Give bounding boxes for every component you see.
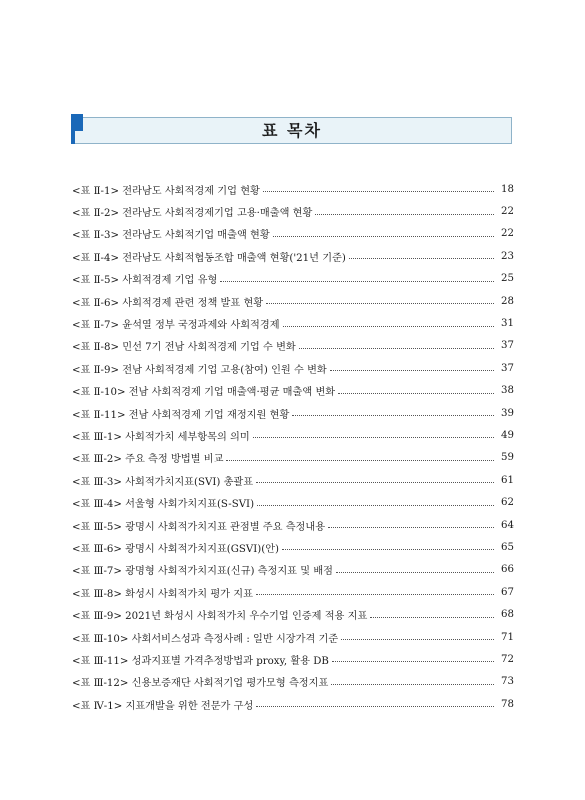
toc-entry-label: <표 Ⅱ-3> 전라남도 사회적기업 매출액 현황 [72, 230, 270, 242]
toc-entry-label: <표 Ⅱ-2> 전라남도 사회적경제기업 고용·매출액 현황 [72, 208, 313, 220]
toc-entry-label: <표 Ⅲ-7> 광명형 사회적가치지표(신규) 측정지표 및 배점 [72, 566, 334, 578]
toc-leader-dots [263, 190, 494, 192]
toc-leader-dots [315, 213, 494, 215]
toc-leader-dots [282, 548, 494, 550]
toc-entry-label: <표 Ⅳ-1> 지표개발을 위한 전문가 구성 [72, 700, 254, 712]
toc-entry[interactable] [72, 626, 514, 648]
toc-entry-label: <표 Ⅱ-8> 민선 7기 전남 사회적경제 기업 수 변화 [72, 342, 296, 354]
toc-entry-page: 18 [501, 183, 514, 195]
toc-entry[interactable] [72, 312, 514, 334]
toc-leader-dots [370, 616, 494, 618]
toc-entry-label: <표 Ⅲ-9> 2021년 화성시 사회적가치 우수기업 인증제 적용 지표 [72, 611, 368, 623]
toc-entry[interactable] [72, 290, 514, 312]
toc-entry-page: 39 [501, 407, 514, 419]
toc-entry-label: <표 Ⅲ-10> 사회서비스성과 측정사례 : 일반 시장가격 기준 [72, 633, 339, 645]
toc-entry[interactable] [72, 671, 514, 693]
toc-entry-page: 37 [501, 340, 514, 352]
toc-entry-label: <표 Ⅱ-4> 전라남도 사회적협동조합 매출액 현황('21년 기준) [72, 252, 346, 264]
toc-entry-page: 61 [501, 474, 514, 486]
toc-entry-page: 71 [501, 631, 514, 643]
toc-leader-dots [332, 660, 494, 662]
toc-entry-page: 22 [501, 228, 514, 240]
toc-entry-page: 22 [501, 206, 514, 218]
toc-entry[interactable] [72, 447, 514, 469]
toc-entry-page: 59 [501, 452, 514, 464]
toc-leader-dots [330, 369, 494, 371]
toc-leader-dots [253, 436, 494, 438]
toc-entry[interactable] [72, 223, 514, 245]
toc-entry[interactable] [72, 335, 514, 357]
toc-entry-label: <표 Ⅲ-12> 신용보증재단 사회적기업 평가모형 측정지표 [72, 678, 329, 690]
toc-entry[interactable] [72, 693, 514, 715]
toc-leader-dots [226, 459, 494, 461]
toc-entry-label: <표 Ⅲ-11> 성과지표별 가격추정방법과 proxy, 활용 DB [72, 655, 329, 667]
toc-entry[interactable] [72, 200, 514, 222]
toc-entry[interactable] [72, 581, 514, 603]
toc-entry-label: <표 Ⅱ-6> 사회적경제 관련 정책 발표 현황 [72, 297, 264, 309]
toc-leader-dots [338, 392, 494, 394]
toc-entry-label: <표 Ⅲ-2> 주요 측정 방법별 비교 [72, 454, 224, 466]
toc-entry-label: <표 Ⅱ-5> 사회적경제 기업 유형 [72, 275, 218, 287]
toc-leader-dots [299, 347, 494, 349]
toc-entry-label: <표 Ⅲ-3> 사회적가치지표(SVI) 총괄표 [72, 476, 254, 488]
toc-entry-page: 68 [501, 609, 514, 621]
toc-entry-label: <표 Ⅲ-8> 화성시 사회적가치 평가 지표 [72, 588, 253, 600]
toc-leader-dots [256, 481, 494, 483]
toc-leader-dots [283, 325, 494, 327]
toc-entry-page: 23 [501, 250, 514, 262]
toc-entry[interactable] [72, 402, 514, 424]
toc-entry-label: <표 Ⅲ-6> 광명시 사회적가치지표(GSVI)(안) [72, 543, 280, 555]
toc-leader-dots [220, 280, 494, 282]
toc-entry[interactable] [72, 357, 514, 379]
toc-leader-dots [257, 504, 494, 506]
toc-entry-page: 28 [501, 295, 514, 307]
toc-entry[interactable] [72, 469, 514, 491]
toc-entry[interactable] [72, 178, 514, 200]
toc-entry[interactable] [72, 514, 514, 536]
toc-entry-page: 31 [501, 318, 514, 330]
toc-entry[interactable] [72, 380, 514, 402]
toc-leader-dots [266, 302, 494, 304]
toc-entry-page: 37 [501, 362, 514, 374]
toc-entry-page: 72 [501, 653, 514, 665]
toc-entry[interactable] [72, 648, 514, 670]
toc-entry-page: 62 [501, 497, 514, 509]
toc-entry-label: <표 Ⅲ-5> 광명시 사회적가치지표 관점별 주요 측정내용 [72, 521, 326, 533]
toc-entry-label: <표 Ⅱ-10> 전남 사회적경제 기업 매출액·평균 매출액 변화 [72, 387, 336, 399]
toc-entry-page: 38 [501, 385, 514, 397]
toc-entry-label: <표 Ⅱ-7> 윤석열 정부 국정과제와 사회적경제 [72, 320, 280, 332]
toc-leader-dots [273, 235, 494, 237]
toc-entry-label: <표 Ⅲ-4> 서울형 사회가치지표(S-SVI) [72, 499, 255, 511]
toc-leader-dots [349, 257, 494, 259]
table-of-contents [72, 178, 514, 715]
toc-entry-label: <표 Ⅱ-9> 전남 사회적경제 기업 고용(참여) 인원 수 변화 [72, 364, 327, 376]
toc-entry-page: 25 [501, 273, 514, 285]
toc-entry-page: 78 [501, 698, 514, 710]
toc-entry-page: 49 [501, 429, 514, 441]
toc-entry-label: <표 Ⅱ-1> 전라남도 사회적경제 기업 현황 [72, 185, 260, 197]
toc-entry[interactable] [72, 268, 514, 290]
toc-entry[interactable] [72, 491, 514, 513]
toc-leader-dots [341, 638, 494, 640]
toc-leader-dots [292, 414, 494, 416]
page-title: 표 목차 [262, 121, 322, 140]
toc-entry-page: 64 [501, 519, 514, 531]
toc-entry[interactable] [72, 603, 514, 625]
toc-entry-label: <표 Ⅱ-11> 전남 사회적경제 기업 재정지원 현황 [72, 409, 290, 421]
toc-entry[interactable] [72, 424, 514, 446]
toc-leader-dots [336, 571, 494, 573]
toc-leader-dots [256, 705, 494, 707]
toc-entry[interactable] [72, 245, 514, 267]
toc-entry[interactable] [72, 559, 514, 581]
toc-entry-label: <표 Ⅲ-1> 사회적가치 세부항목의 의미 [72, 431, 250, 443]
toc-leader-dots [256, 593, 494, 595]
toc-entry-page: 67 [501, 586, 514, 598]
toc-entry-page: 73 [501, 676, 514, 688]
toc-entry-page: 66 [501, 564, 514, 576]
toc-entry[interactable] [72, 536, 514, 558]
toc-entry-page: 65 [501, 541, 514, 553]
toc-leader-dots [328, 526, 494, 528]
toc-leader-dots [331, 683, 494, 685]
